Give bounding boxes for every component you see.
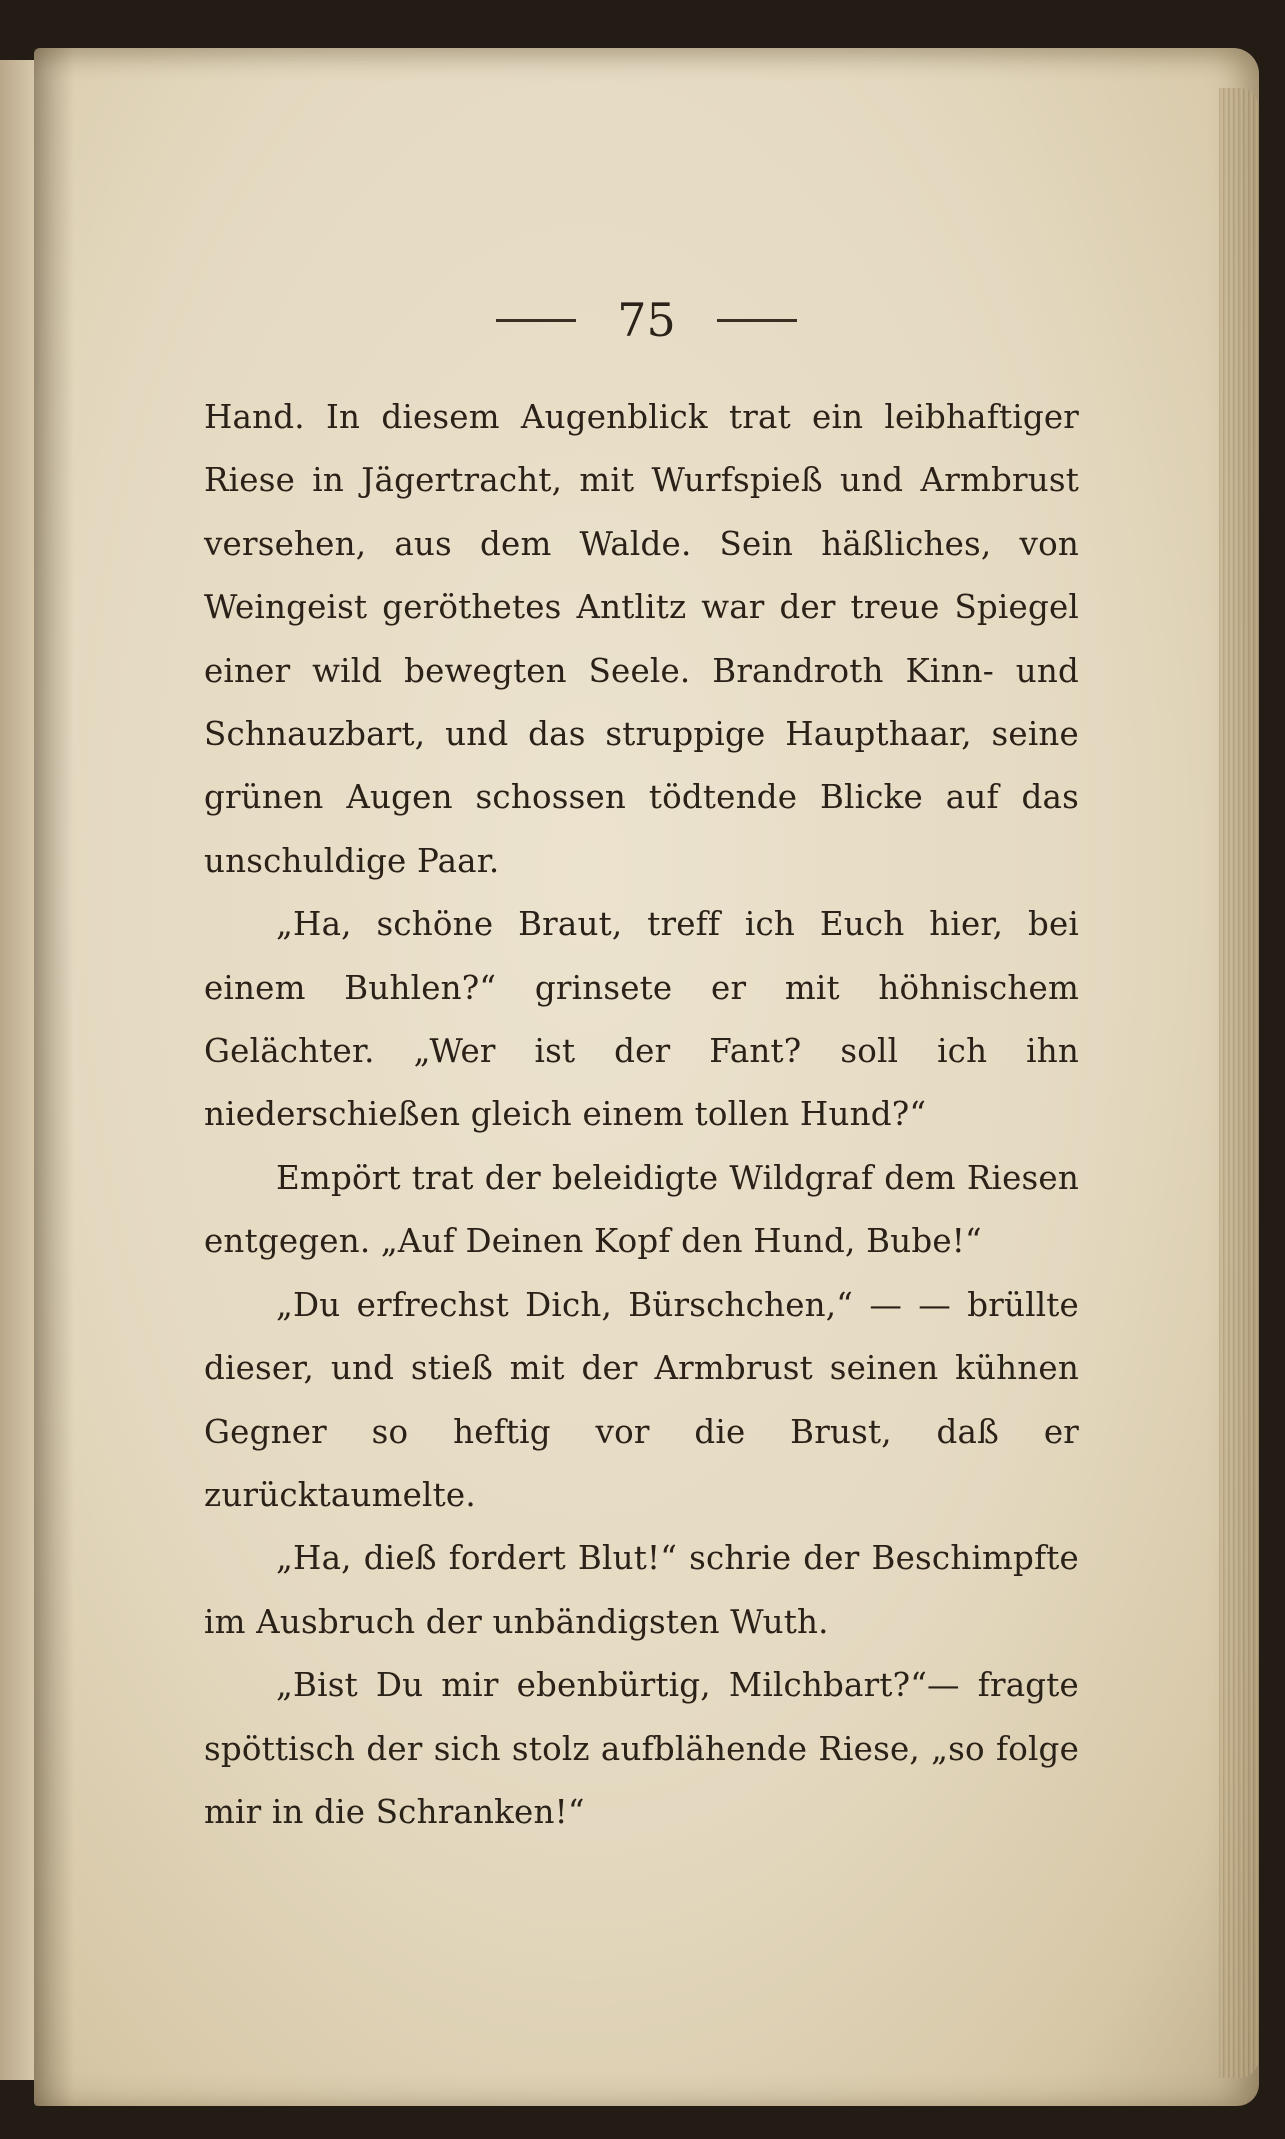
paragraph: „Du erfrechst Dich, Bürschchen,“ — — brüllte dieser, und stieß mit der Armbrust seinen kühnen Gegner so heftig vor die Brust, daß er zurücktaumelte. — [204, 1285, 1079, 1514]
gutter-shadow — [34, 48, 74, 2106]
header-rule-right — [717, 319, 797, 322]
paragraph: „Bist Du mir ebenbürtig, Milchbart?“— fragte spöttisch der sich stolz aufblähende Riese, „so folge mir in die Schranken!“ — [204, 1666, 1079, 1831]
header-rule-left — [496, 319, 576, 322]
page-number: 75 — [617, 293, 676, 347]
page-header — [34, 293, 1259, 347]
paragraph: „Ha, dieß fordert Blut!“ schrie der Beschimpfte im Ausbruch der unbändigsten Wuth. — [204, 1539, 1079, 1641]
book-page — [34, 48, 1259, 2106]
body-text — [204, 386, 1079, 1844]
paragraph: „Ha, schöne Braut, treff ich Euch hier, bei einem Buhlen?“ grinsete er mit höhnischem Gelächter. „Wer ist der Fant? soll ich ihn niederschießen gleich einem tollen Hund?“ — [204, 905, 1079, 1134]
page-edge-stack — [1219, 88, 1259, 2078]
paragraph: Hand. In diesem Augenblick trat ein leibhaftiger Riese in Jägertracht, mit Wurfspieß und Armbrust versehen, aus dem Walde. Sein häßliches, von Weingeist geröthetes Antlitz war der treue Spiegel einer wild bewegten Seele. Brandroth Kinn- und Schnauzbart, und das struppige Haupthaar, seine grünen Augen schossen tödtende Blicke auf das unschuldige Paar. — [204, 398, 1079, 880]
paragraph: Empört trat der beleidigte Wildgraf dem Riesen entgegen. „Auf Deinen Kopf den Hund, Bube!“ — [204, 1158, 1079, 1261]
